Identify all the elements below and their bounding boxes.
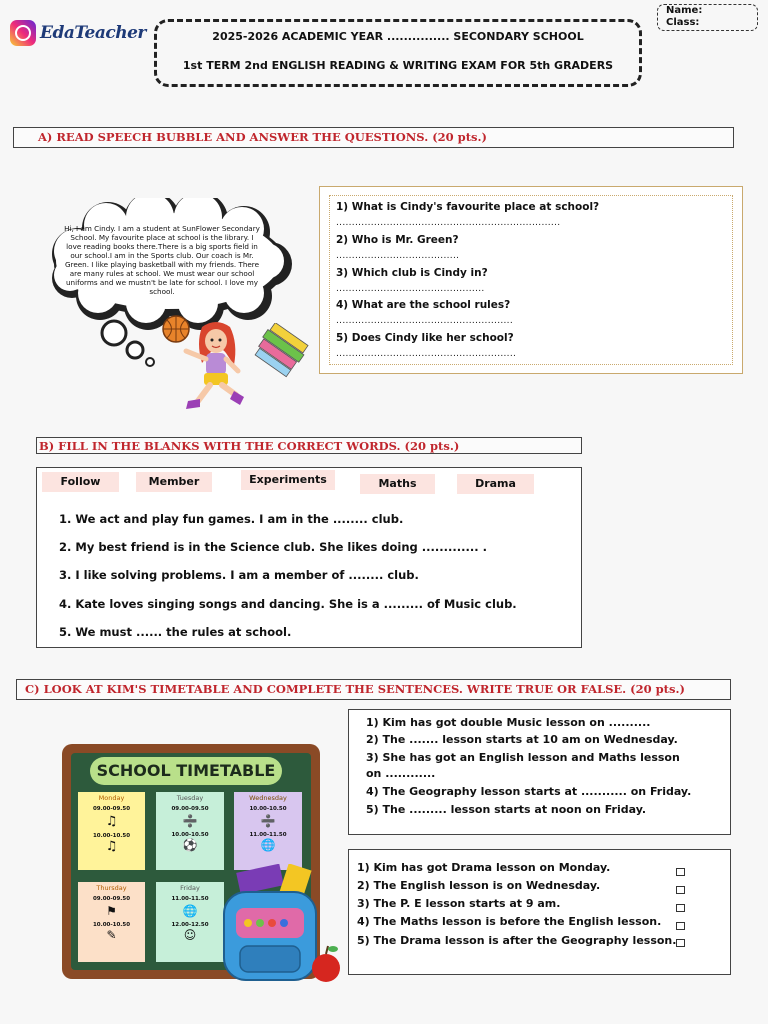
word-chip-experiments: Experiments xyxy=(241,470,335,490)
timetable-day-monday xyxy=(78,792,145,870)
answer-line-a-5[interactable]: ......................................................... xyxy=(336,349,517,359)
sport-icon: ⚽ xyxy=(182,838,198,852)
section-b-title: B) FILL IN THE BLANKS WITH THE CORRECT WORDS. (20 pts.) xyxy=(36,437,582,454)
question-a-1: 1) What is Cindy's favourite place at school? xyxy=(336,201,600,213)
word-chip-follow: Follow xyxy=(42,472,119,492)
section-c-title: C) LOOK AT KIM'S TIMETABLE AND COMPLETE THE SENTENCES. WRITE TRUE OR FALSE. (20 pts.) xyxy=(16,679,731,700)
fill-sentence-2[interactable]: 2. My best friend is in the Science club. She likes doing ............. . xyxy=(59,540,487,554)
timetable-day-wednesday xyxy=(234,792,302,870)
day-time-1: 10.00-10.50 xyxy=(249,806,287,812)
music-icon: ♫ xyxy=(105,814,118,829)
day-time-1: 09.00-09.50 xyxy=(92,896,131,902)
tf-checkbox-4[interactable] xyxy=(676,922,685,930)
fill-sentence-4[interactable]: 4. Kate loves singing songs and dancing. She is a ......... of Music club. xyxy=(59,597,517,611)
class-label: Class: xyxy=(666,17,700,28)
tf-statement-3: 3) The P. E lesson starts at 9 am. xyxy=(357,897,561,910)
question-a-3: 3) Which club is Cindy in? xyxy=(336,267,488,279)
timetable-day-friday xyxy=(156,882,224,962)
fill-sentence-5[interactable]: 5. We must ...... the rules at school. xyxy=(59,625,292,639)
section-b-box xyxy=(36,467,582,648)
complete-sentence-4[interactable]: 4) The Geography lesson starts at ........... on Friday. xyxy=(366,785,692,798)
tf-checkbox-2[interactable] xyxy=(676,886,685,894)
timetable-day-thursday xyxy=(78,882,145,962)
answer-line-a-4[interactable]: ........................................................ xyxy=(336,316,514,326)
brand-name: EdaTeacher xyxy=(40,23,146,43)
day-time-2: 10.00-10.50 xyxy=(171,832,209,838)
day-time-1: 09.00-09.50 xyxy=(171,806,209,812)
question-a-4: 4) What are the school rules? xyxy=(336,299,511,311)
tf-checkbox-5[interactable] xyxy=(676,939,685,947)
globe-icon: 🌐 xyxy=(182,904,198,918)
instagram-icon xyxy=(10,20,36,46)
day-name: Wednesday xyxy=(249,794,287,802)
question-a-5: 5) Does Cindy like her school? xyxy=(336,332,514,344)
music-icon: ♫ xyxy=(105,839,118,854)
word-chip-maths: Maths xyxy=(360,474,435,494)
day-name: Tuesday xyxy=(176,794,204,802)
girl-basketball-illustration xyxy=(158,313,256,415)
complete-sentence-5[interactable]: 5) The ......... lesson starts at noon on Friday. xyxy=(366,803,647,816)
art-icon: ✎ xyxy=(106,928,117,942)
timetable-title: SCHOOL TIMETABLE xyxy=(90,757,282,785)
fill-sentence-1[interactable]: 1. We act and play fun games. I am in the ........ club. xyxy=(59,512,404,526)
complete-sentence-2[interactable]: 2) The ....... lesson starts at 10 am on Wednesday. xyxy=(366,733,678,746)
name-class-box[interactable] xyxy=(657,4,758,31)
complete-sentence-3-cont[interactable]: on ............ xyxy=(366,767,436,780)
exam-header xyxy=(154,19,642,87)
tf-statement-1: 1) Kim has got Drama lesson on Monday. xyxy=(357,861,611,874)
tf-checkbox-3[interactable] xyxy=(676,904,685,912)
globe-icon: 🌐 xyxy=(260,838,276,852)
day-name: Thursday xyxy=(96,884,127,892)
day-name: Friday xyxy=(180,884,200,892)
complete-sentence-1[interactable]: 1) Kim has got double Music lesson on .......... xyxy=(366,716,651,729)
day-time-2: 10.00-10.50 xyxy=(92,922,131,928)
math-icon: ➗ xyxy=(260,814,276,828)
complete-sentence-3[interactable]: 3) She has got an English lesson and Maths lesson xyxy=(366,751,680,764)
day-time-2: 11.00-11.50 xyxy=(249,832,287,838)
header-line-2: 1st TERM 2nd ENGLISH READING & WRITING EXAM FOR 5th GRADERS xyxy=(182,59,614,72)
math-icon: ➗ xyxy=(182,814,198,828)
section-a-title: A) READ SPEECH BUBBLE AND ANSWER THE QUESTIONS. (20 pts.) xyxy=(13,127,734,148)
name-label: Name: xyxy=(666,5,703,16)
day-time-2: 12.00-12.50 xyxy=(171,922,209,928)
day-time-2: 10.00-10.50 xyxy=(92,833,131,839)
books-illustration xyxy=(250,323,312,379)
logo xyxy=(10,20,146,46)
word-chip-drama: Drama xyxy=(457,474,534,494)
question-a-2: 2) Who is Mr. Green? xyxy=(336,234,459,246)
tf-checkbox-1[interactable] xyxy=(676,868,685,876)
backpack-illustration xyxy=(218,864,348,986)
fill-sentence-3[interactable]: 3. I like solving problems. I am a member of ........ club. xyxy=(59,568,419,582)
tf-statement-5: 5) The Drama lesson is after the Geography lesson. xyxy=(357,934,677,947)
word-chip-member: Member xyxy=(136,472,212,492)
speech-bubble-text: Hi, I am Cindy. I am a student at SunFlower Secondary School. My favourite place at school is the library. I love reading books there.There is a big sports field in our school.I am in the Sports club. Our coach is Mr. Green. I like playing basketball with my friends. There are many rules at school. We must wear our school uniforms and we mustn't be late for school. I love my school. xyxy=(64,224,260,296)
tf-statement-2: 2) The English lesson is on Wednesday. xyxy=(357,879,601,892)
timetable-day-tuesday xyxy=(156,792,224,870)
answer-line-a-2[interactable]: ....................................... xyxy=(336,251,460,261)
flag-icon: ⚑ xyxy=(106,904,117,918)
answer-line-a-3[interactable]: ............................................... xyxy=(336,284,485,294)
day-time-1: 11.00-11.50 xyxy=(171,896,209,902)
day-time-1: 09.00-09.50 xyxy=(92,806,131,812)
tf-statement-4: 4) The Maths lesson is before the English lesson. xyxy=(357,915,662,928)
drama-masks-icon: ☺ xyxy=(183,928,197,942)
day-name: Monday xyxy=(98,794,125,802)
answer-line-a-1[interactable]: ....................................................................... xyxy=(336,218,561,228)
header-line-1: 2025-2026 ACADEMIC YEAR ............... SECONDARY SCHOOL xyxy=(212,30,584,43)
section-a-question-box xyxy=(319,186,743,374)
